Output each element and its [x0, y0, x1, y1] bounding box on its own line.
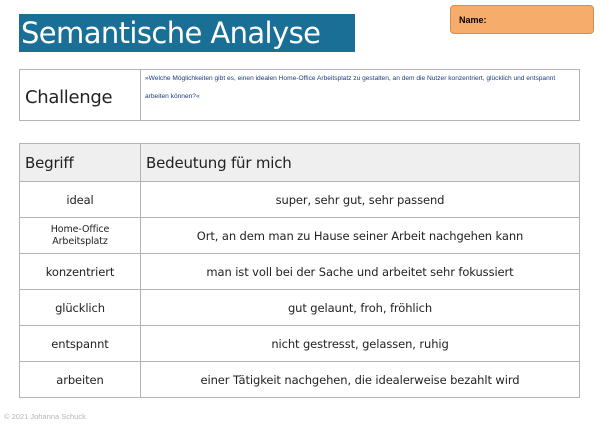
meaning-cell: einer Tätigkeit nachgehen, die idealerweise bezahlt wird: [141, 362, 580, 398]
meaning-cell: Ort, an dem man zu Hause seiner Arbeit nachgehen kann: [141, 218, 580, 254]
term-cell: Home-Office Arbeitsplatz: [20, 218, 141, 254]
term-cell: konzentriert: [20, 254, 141, 290]
table-row: [20, 326, 580, 362]
term-cell: entspannt: [20, 326, 141, 362]
meaning-cell: super, sehr gut, sehr passend: [141, 182, 580, 218]
meaning-cell: nicht gestresst, gelassen, ruhig: [141, 326, 580, 362]
challenge-box: [19, 69, 580, 121]
table-row: [20, 362, 580, 398]
term-cell: ideal: [20, 182, 141, 218]
page-title: Semantische Analyse: [19, 14, 355, 52]
meaning-cell: gut gelaunt, froh, fröhlich: [141, 290, 580, 326]
definitions-table: [19, 143, 580, 398]
name-field-label: Name:: [459, 15, 487, 25]
table-row: [20, 290, 580, 326]
table-header-row: [20, 144, 580, 182]
meaning-cell: man ist voll bei der Sache und arbeitet sehr fokussiert: [141, 254, 580, 290]
header-meaning: Bedeutung für mich: [141, 144, 580, 182]
challenge-question: »Welche Möglichkeiten gibt es, einen idealen Home-Office Arbeitsplatz zu gestalten, an dem die Nutzer konzentriert, glücklich und entspannt arbeiten können?«: [145, 75, 556, 100]
challenge-label: Challenge: [20, 70, 141, 120]
header-term: Begriff: [20, 144, 141, 182]
table-row: [20, 182, 580, 218]
term-cell: glücklich: [20, 290, 141, 326]
table-row: [20, 254, 580, 290]
name-field[interactable]: [450, 5, 594, 34]
term-cell: arbeiten: [20, 362, 141, 398]
copyright-footer: © 2021 Johanna Schuck: [4, 412, 86, 421]
table-row: [20, 218, 580, 254]
